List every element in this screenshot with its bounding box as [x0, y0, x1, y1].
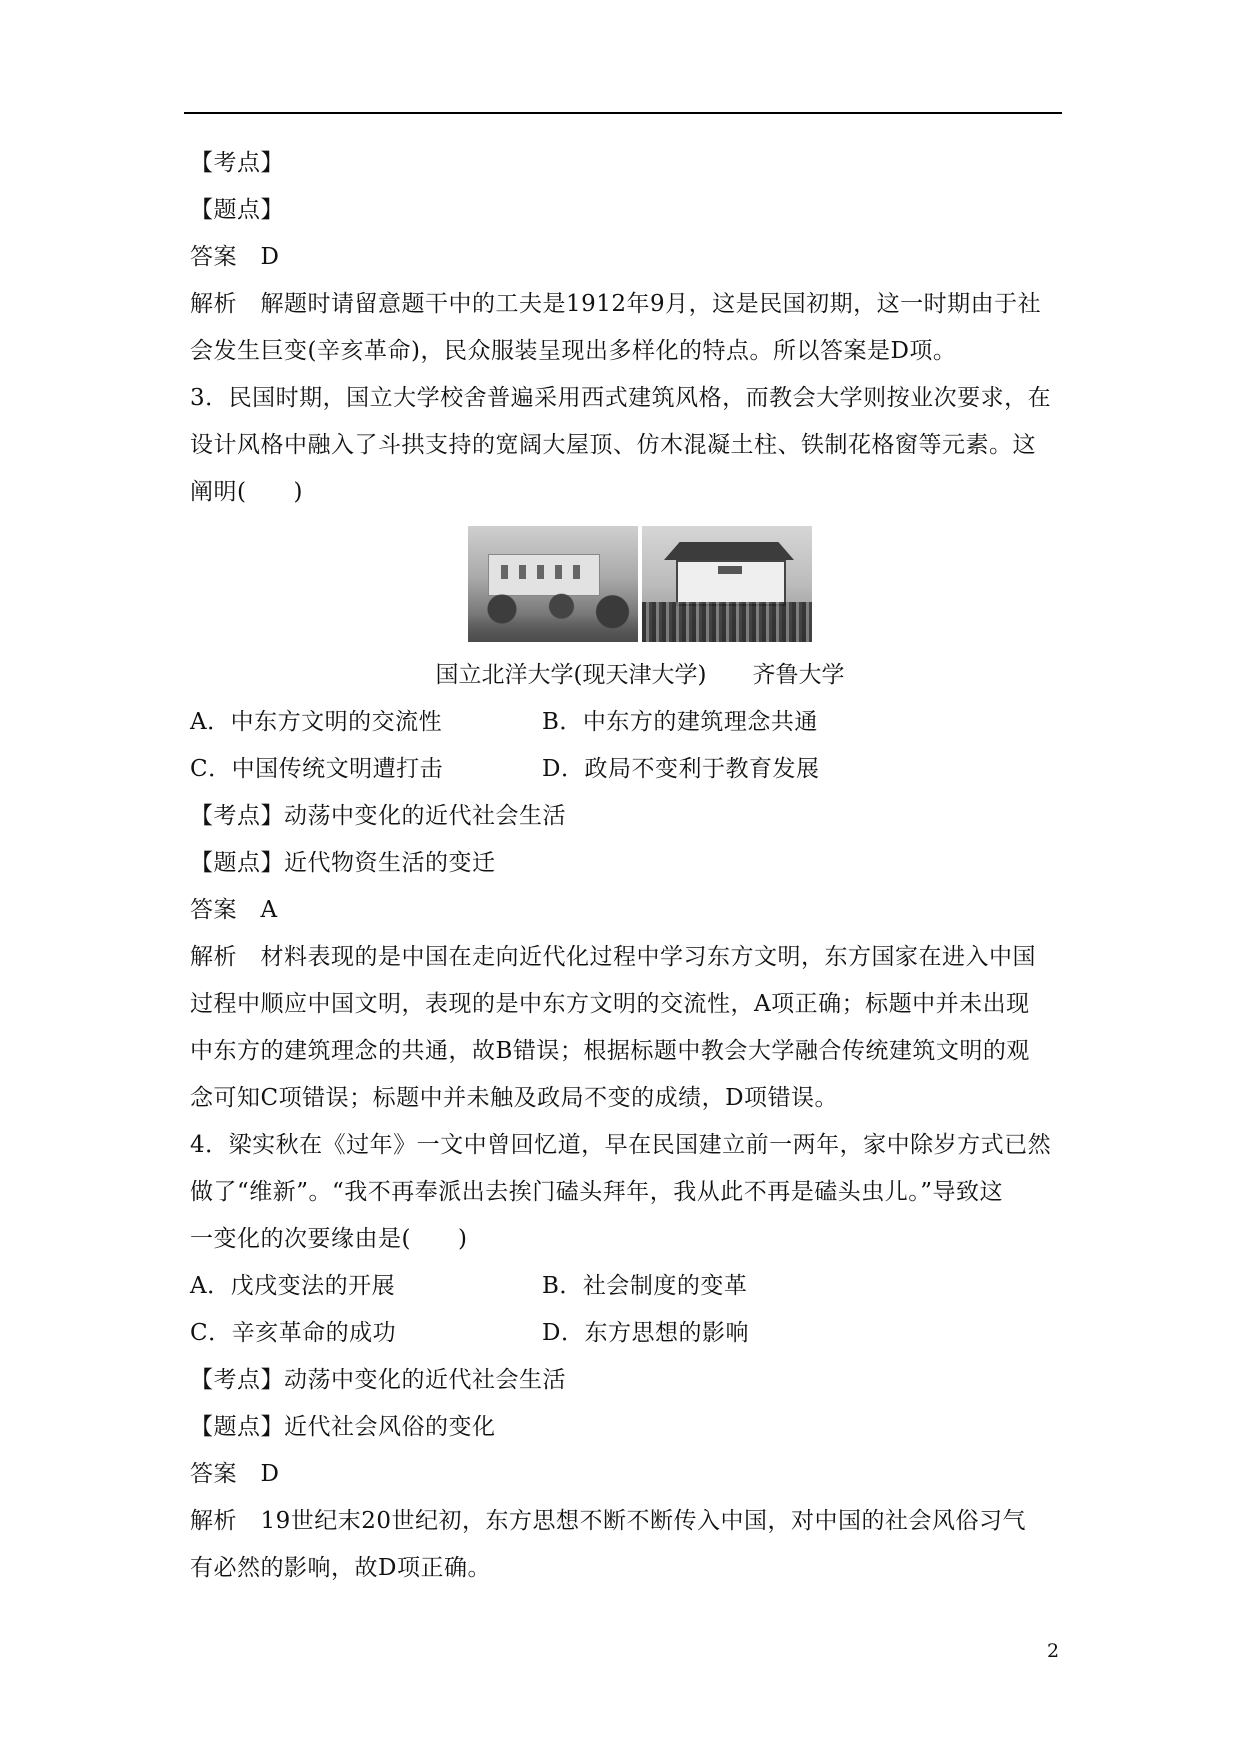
option-d: D．东方思想的影响: [542, 1320, 749, 1346]
text-line: 中东方的建筑理念的共通，故B错误；根据标题中教会大学融合传统建筑文明的观: [190, 1038, 1030, 1064]
text-block-b: [190, 793, 1070, 1263]
text-line: 【题点】: [190, 197, 284, 223]
page-content: [190, 140, 1070, 1592]
option-c: C．中国传统文明遭打击: [190, 756, 444, 782]
question-4-line: 做了“维新”。“我不再奉派出去挨门磕头拜年，我从此不再是磕头虫儿。”导致这: [190, 1179, 1004, 1205]
question-3-line: 阐明( ): [190, 479, 303, 505]
text-line: 【题点】近代社会风俗的变化: [190, 1414, 496, 1440]
option-b: B．社会制度的变革: [542, 1273, 748, 1299]
caption-left: 国立北洋大学(现天津大学): [435, 662, 707, 688]
text-line: 【考点】动荡中变化的近代社会生活: [190, 1367, 566, 1393]
text-line: 解析 材料表现的是中国在走向近代化过程中学习东方文明，东方国家在进入中国: [190, 944, 1036, 970]
option-b: B．中东方的建筑理念共通: [542, 709, 818, 735]
question-4-line: 一变化的次要缘由是( ): [190, 1226, 468, 1252]
caption-right: 齐鲁大学: [752, 662, 845, 688]
text-block-c: [190, 1357, 1070, 1592]
photo-qilu-university: [642, 526, 812, 642]
text-line: 【题点】近代物资生活的变迁: [190, 850, 496, 876]
question-4-options: [190, 1263, 1070, 1357]
option-d: D．政局不变利于教育发展: [542, 756, 820, 782]
figure-photos: [190, 526, 1070, 642]
text-line: 答案 A: [190, 897, 278, 923]
text-line: 【考点】动荡中变化的近代社会生活: [190, 803, 566, 829]
text-line: 会发生巨变(辛亥革命)，民众服装呈现出多样化的特点。所以答案是D项。: [190, 338, 957, 364]
text-line: 念可知C项错误；标题中并未触及政局不变的成绩，D项错误。: [190, 1085, 839, 1111]
option-a: A．中东方文明的交流性: [190, 709, 443, 735]
text-line: 有必然的影响，故D项正确。: [190, 1555, 491, 1581]
option-c: C．辛亥革命的成功: [190, 1320, 397, 1346]
text-line: 过程中顺应中国文明，表现的是中东方文明的交流性，A项正确；标题中并未出现: [190, 991, 1030, 1017]
option-a: A．戊戌变法的开展: [190, 1273, 396, 1299]
question-3-line: 3．民国时期，国立大学校舍普遍采用西式建筑风格，而教会大学则按业次要求，在: [190, 385, 1052, 411]
text-line: 【考点】: [190, 150, 284, 176]
text-line: 答案 D: [190, 244, 280, 270]
page-number: 2: [1047, 1640, 1060, 1662]
photo-beiyang-university: [468, 526, 638, 642]
question-4-line: 4．梁实秋在《过年》一文中曾回忆道，早在民国建立前一两年，家中除岁方式已然: [190, 1132, 1052, 1158]
header-rule: [184, 112, 1062, 114]
question-3-options: [190, 699, 1070, 793]
text-line: 解析 解题时请留意题干中的工夫是1912年9月，这是民国初期，这一时期由于社: [190, 291, 1042, 317]
question-3-line: 设计风格中融入了斗拱支持的宽阔大屋顶、仿木混凝土柱、铁制花格窗等元素。这: [190, 432, 1036, 458]
figure-caption: [210, 652, 1070, 699]
text-line: 答案 D: [190, 1461, 280, 1487]
text-block-a: [190, 140, 1070, 516]
text-line: 解析 19世纪末20世纪初，东方思想不断不断传入中国，对中国的社会风俗习气: [190, 1508, 1027, 1534]
